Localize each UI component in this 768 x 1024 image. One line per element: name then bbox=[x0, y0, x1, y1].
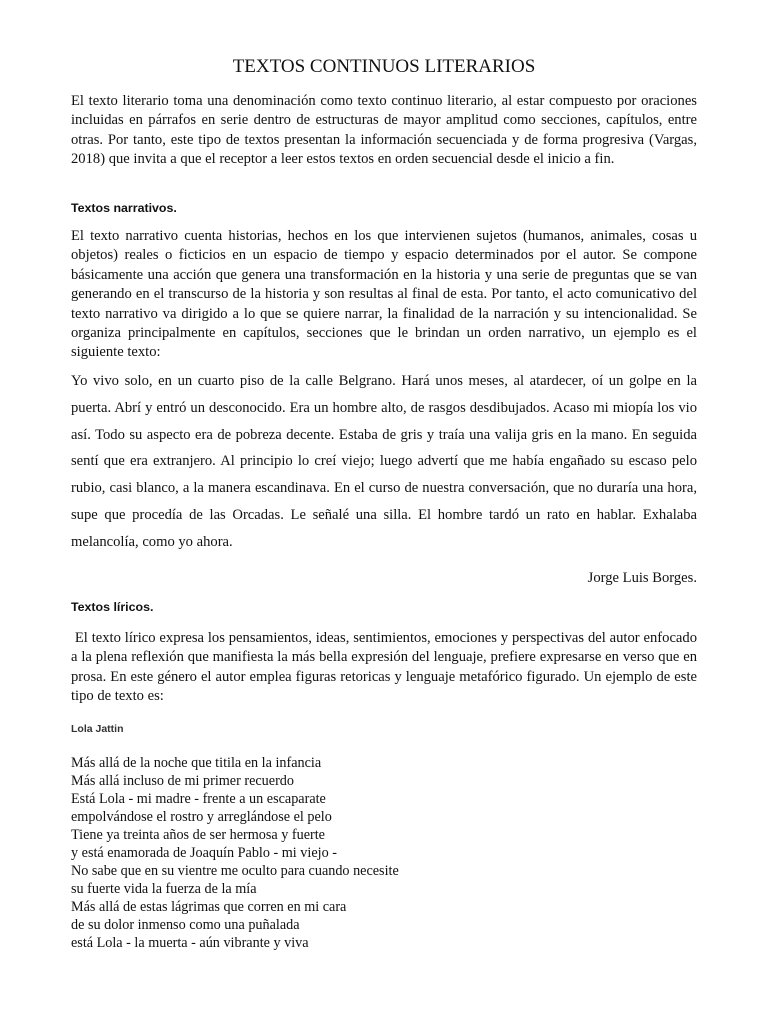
poem-line: No sabe que en su vientre me oculto para cuando necesite bbox=[71, 863, 399, 879]
poem-line: Más allá de la noche que titila en la infancia bbox=[71, 755, 322, 771]
intro-paragraph: El texto literario toma una denominación como texto continuo literario, al estar compuesto por oraciones incluidas en párrafos en serie dentro de estructuras de mayor amplitud como secciones, capítulos, entre otras. Por tanto, este tipo de textos presentan la información secuenciada y de forma progresiva (Vargas, 2018) que invita a que el receptor a leer estos textos en orden secuencial desde el inicio a fin. bbox=[71, 93, 697, 168]
lyric-heading: Textos líricos. bbox=[71, 600, 154, 614]
poem-line: de su dolor inmenso como una puñalada bbox=[71, 917, 300, 933]
lyric-paragraph: El texto lírico expresa los pensamientos, ideas, sentimientos, emociones y perspectivas del autor enfocado a la plena reflexión que manifiesta la más bella expresión del lenguaje, prefiere expresarse en verso que en prosa. En este género el autor emplea figuras retoricas y lenguaje metafórico figurado. Un ejemplo de este tipo de texto es: bbox=[71, 630, 701, 705]
poem-line: y está enamorada de Joaquín Pablo - mi viejo - bbox=[71, 845, 337, 861]
poem-title: Lola Jattin bbox=[71, 723, 124, 735]
quote-author: Jorge Luis Borges. bbox=[587, 570, 697, 586]
poem-line: empolvándose el rostro y arreglándose el pelo bbox=[71, 809, 332, 825]
narrative-example-quote: Yo vivo solo, en un cuarto piso de la calle Belgrano. Hará unos meses, al atardecer, oí un golpe en la puerta. Abrí y entró un desconocido. Era un hombre alto, de rasgos desdibujados. Acaso mi miopía los vio así. Todo su aspecto era de pobreza decente. Estaba de gris y traía una valija gris en la mano. En seguida sentí que era extranjero. Al principio lo creí viejo; luego advertí que me había engañado su escaso pelo rubio, casi blanco, a la manera escandinava. En el curso de nuestra conversación, que no duraría una hora, supe que procedía de las Orcadas. Le señalé una silla. El hombre tardó un rato en hablar. Exhalaba melancolía, como yo ahora. bbox=[71, 373, 697, 550]
poem-line: Más allá incluso de mi primer recuerdo bbox=[71, 773, 294, 789]
poem-line: Más allá de estas lágrimas que corren en mi cara bbox=[71, 899, 347, 915]
document-title: TEXTOS CONTINUOS LITERARIOS bbox=[232, 56, 536, 77]
narrative-paragraph: El texto narrativo cuenta historias, hechos en los que intervienen sujetos (humanos, animales, cosas u objetos) reales o ficticios en un espacio de tiempo y espacio determinados por el autor. Se compone básicamente una acción que genera una transformación en la historia y una serie de preguntas que se van generando en el transcurso de la historia y son resultas al final de esta. Por tanto, el acto comunicativo del texto narrativo va dirigido a lo que se quiere narrar, la finalidad de la narración y su intencionalidad. Se organiza principalmente en capítulos, secciones que le brindan un orden narrativo, un ejemplo es el siguiente texto: bbox=[71, 228, 697, 361]
poem-line: Tiene ya treinta años de ser hermosa y fuerte bbox=[71, 827, 325, 843]
narrative-heading: Textos narrativos. bbox=[71, 201, 177, 215]
poem-line: está Lola - la muerta - aún vibrante y viva bbox=[71, 935, 309, 951]
poem-line: su fuerte vida la fuerza de la mía bbox=[71, 881, 257, 897]
poem bbox=[71, 754, 399, 952]
poem-line: Está Lola - mi madre - frente a un escaparate bbox=[71, 791, 326, 807]
